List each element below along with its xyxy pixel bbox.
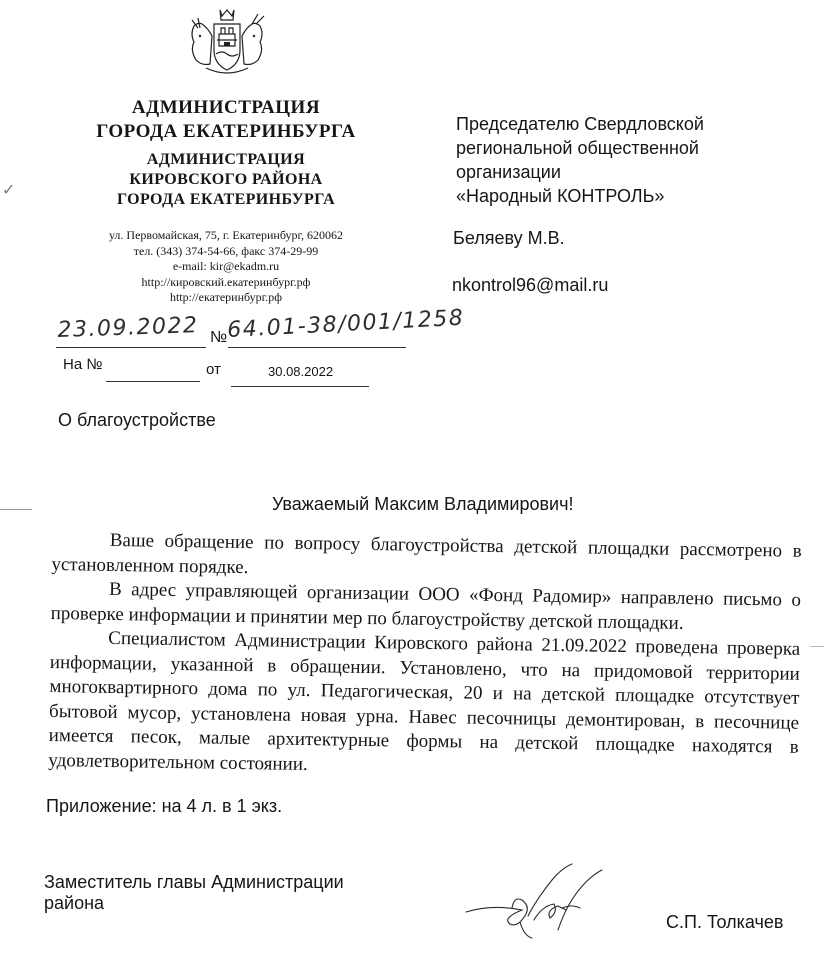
registration-date: 23.09.2022 <box>57 313 199 343</box>
reference-from-label: от <box>206 361 221 378</box>
registration-number-label: № <box>210 329 228 346</box>
signer-title <box>44 872 374 914</box>
addressee-name: Беляеву М.В. <box>453 228 565 248</box>
address: ул. Первомайская, 75, г. Екатеринбург, 620062 <box>108 228 344 242</box>
checkmark-icon: ✓ <box>2 182 16 199</box>
subject: О благоустройстве <box>58 410 216 430</box>
greeting: Уважаемый Максим Владимирович! <box>272 494 574 514</box>
contact-block <box>70 228 382 306</box>
reference-number-line <box>106 381 200 382</box>
body-paragraph-2: В адрес управляющей организации ООО «Фонд Радомир» направлено письмо о проверке информации и принятии мер по благоустройству детской площадки. <box>50 578 802 634</box>
addressee-block <box>456 112 786 208</box>
body-paragraph-1: Ваше обращение по вопросу благоустройства детской площадки рассмотрено в установленном порядке. <box>51 529 802 578</box>
org-line-2: ГОРОДА ЕКАТЕРИНБУРГА <box>96 121 356 142</box>
date-underline <box>56 347 206 348</box>
addressee-line-2: региональной общественной <box>456 138 699 158</box>
email: e-mail: kir@ekadm.ru <box>172 259 280 273</box>
reference-number-label: На № <box>63 356 103 373</box>
addressee-line-1: Председателю Свердловской <box>456 114 704 134</box>
signer-name: С.П. Толкачев <box>666 912 784 932</box>
district-administration-title <box>80 150 372 210</box>
district-line-2: КИРОВСКОГО РАЙОНА <box>129 171 323 188</box>
addressee-line-3: организации <box>456 162 561 182</box>
coat-of-arms-icon <box>186 6 268 76</box>
website-city: http://екатеринбург.рф <box>169 290 283 304</box>
addressee-email: nkontrol96@mail.ru <box>452 275 609 295</box>
attachment-note: Приложение: на 4 л. в 1 экз. <box>46 796 283 816</box>
phone-fax: тел. (343) 374-54-66, факс 374-29-99 <box>133 243 319 258</box>
margin-mark <box>810 646 824 647</box>
margin-mark <box>0 509 32 510</box>
number-underline <box>228 347 406 348</box>
administration-title <box>70 96 382 144</box>
signature-icon <box>462 860 612 940</box>
website-district: http://кировский.екатеринбург.рф <box>141 274 311 289</box>
signer-title-line-1: Заместитель главы Администрации <box>44 872 344 892</box>
district-line-1: АДМИНИСТРАЦИЯ <box>146 151 306 168</box>
letter-body <box>48 528 802 785</box>
registration-number: 64.01-38/001/1258 <box>226 305 465 343</box>
district-line-3: ГОРОДА ЕКАТЕРИНБУРГА <box>116 191 336 208</box>
reference-date: 30.08.2022 <box>268 364 334 379</box>
body-paragraph-3: Специалистом Администрации Кировского района 21.09.2022 проведена проверка информации, указанной в обращении. Установлено, что на придомовой территории многоквартирного дома по ул. Педагогическая, 20 и на детской площадке отсутствует бытовой мусор, установлена новая урна. Навес песочницы демонтирован, в песочнице имеется песок, малые архитектурные формы на детской площадке находятся в удовлетворительном состоянии. <box>48 627 801 775</box>
reference-date-line <box>231 386 369 387</box>
addressee-line-4: «Народный КОНТРОЛЬ» <box>456 186 665 206</box>
org-line-1: АДМИНИСТРАЦИЯ <box>131 97 321 118</box>
signer-title-line-2: района <box>44 893 105 913</box>
